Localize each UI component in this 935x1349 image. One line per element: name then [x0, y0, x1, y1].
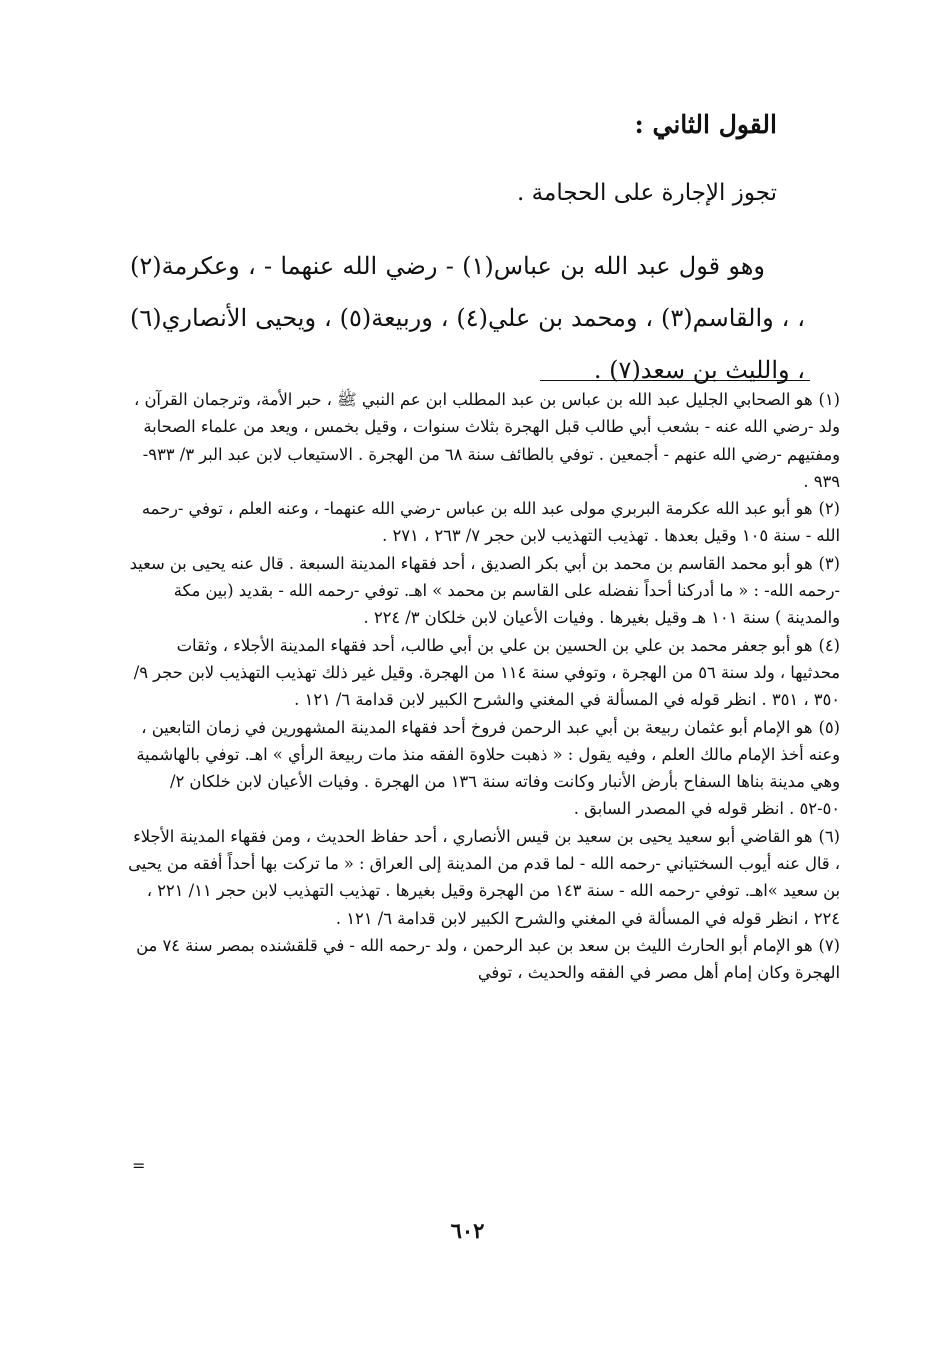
footnote-text: هو القاضي أبو سعيد يحيى بن سعيد بن قيس الأنصاري ، أحد حفاظ الحديث ، ومن فقهاء المدينة الأجلاء ، قال عنه أيوب السختياني -رحمه الله - لما قدم من المدينة إلى العراق : « ما تركت بها أحداً أفقه من يحيى بن سعيد »اهـ. توفي -رحمه الله - سنة ١٤٣ من الهجرة وقيل بغيرها . تهذيب التهذيب لابن حجر ١١/ ٢٢١ ، ٢٢٤ ، انظر قوله في المسألة في المغني والشرح الكبير لابن قدامة ٦/ ١٢١ .	[128, 826, 840, 928]
footnotes-block	[125, 386, 840, 987]
footnote-text: هو الصحابي الجليل عبد الله بن عباس بن عبد المطلب ابن عم النبي ﷺ ، حبر الأمة، وترجمان القرآن ، ولد -رضي الله عنه - بشعب أبي طالب قبل الهجرة بثلاث سنوات ، وقيل بخمس ، ويعد من علماء الصحابة ومفتيهم -رضي الله عنهم - أجمعين . توفي بالطائف سنة ٦٨ من الهجرة . الاستيعاب لابن عبد البر ٣/ ٩٣٣- ٩٣٩ .	[134, 390, 840, 491]
footnote-1	[125, 386, 840, 495]
page-number: ٦٠٢	[450, 1218, 485, 1243]
section-subheading: تجوز الإجارة على الحجامة .	[517, 180, 777, 206]
footnote-divider	[540, 380, 810, 381]
continuation-mark: =	[132, 1156, 146, 1175]
footnote-number: (٣)	[818, 553, 840, 573]
footnote-number: (٥)	[818, 717, 840, 737]
section-heading: القول الثاني :	[634, 110, 777, 139]
footnote-number: (٤)	[818, 635, 840, 655]
footnote-number: (٧)	[818, 935, 840, 955]
footnote-text: هو الإمام أبو الحارث الليث بن سعد بن عبد الرحمن ، ولد -رحمه الله - في قلقشنده بمصر سنة ٧٤ من الهجرة وكان إمام أهل مصر في الفقه والحديث ، توفي	[136, 935, 840, 983]
footnote-7	[125, 932, 840, 987]
footnote-number: (٦)	[818, 826, 840, 846]
footnote-text: هو أبو جعفر محمد بن علي بن الحسين بن علي بن أبي طالب، أحد فقهاء المدينة الأجلاء ، وثقات محدثيها ، ولد سنة ٥٦ من الهجرة ، وتوفي سنة ١١٤ من الهجرة. وقيل غير ذلك تهذيب التهذيب لابن حجر ٩/ ٣٥٠ ، ٣٥١ . انظر قوله في المسألة في المغني والشرح الكبير لابن قدامة ٦/ ١٢١ .	[133, 635, 840, 710]
footnote-text: هو أبو عبد الله عكرمة البربري مولى عبد الله بن عباس -رضي الله عنهما- ، وعنه العلم ، توفي -رحمه الله - سنة ١٠٥ وقيل بعدها . تهذيب التهذيب لابن حجر ٧/ ٢٦٣ ، ٢٧١ .	[141, 499, 840, 546]
footnote-text: هو الإمام أبو عثمان ربيعة بن أبي عبد الرحمن فروخ أحد فقهاء المدينة المشهورين في زمان التابعين ، وعنه أخذ الإمام مالك العلم ، وفيه يقول : « ذهبت حلاوة الفقه منذ مات ربيعة الرأي » اهـ. توفي بالهاشمية وهي مدينة بناها السفاح بأرض الأنبار وكانت وفاته سنة ١٣٦ من الهجرة . وفيات الأعيان لابن خلكان ٢/ ٥٠-٥٢ . انظر قوله في المصدر السابق .	[136, 717, 840, 819]
footnote-number: (١)	[818, 390, 840, 409]
footnote-6	[125, 823, 840, 932]
footnote-text: هو أبو محمد القاسم بن محمد بن أبي بكر الصديق ، أحد فقهاء المدينة السبعة . قال عنه يحيى بن سعيد -رحمه الله- : « ما أدركنا أحداً نفضله على القاسم بن محمد » اهـ. توفي -رحمه الله - بقديد (بين مكة والمدينة ) سنة ١٠١ هـ وقيل بغيرها . وفيات الأعيان لابن خلكان ٣/ ٢٢٤ .	[129, 553, 840, 628]
footnote-5	[125, 714, 840, 823]
footnote-2	[125, 495, 840, 550]
footnote-4	[125, 632, 840, 714]
footnote-number: (٢)	[818, 499, 840, 519]
footnote-3	[125, 550, 840, 632]
main-paragraph	[130, 240, 805, 396]
main-paragraph-text: وهو قول عبد الله بن عباس(١) - رضي الله عنهما - ، وعكرمة(٢) ، ، والقاسم(٣) ، ومحمد بن علي(٤) ، وربيعة(٥) ، ويحيى الأنصاري(٦) ، والليث بن سعد(٧) .	[130, 252, 806, 384]
